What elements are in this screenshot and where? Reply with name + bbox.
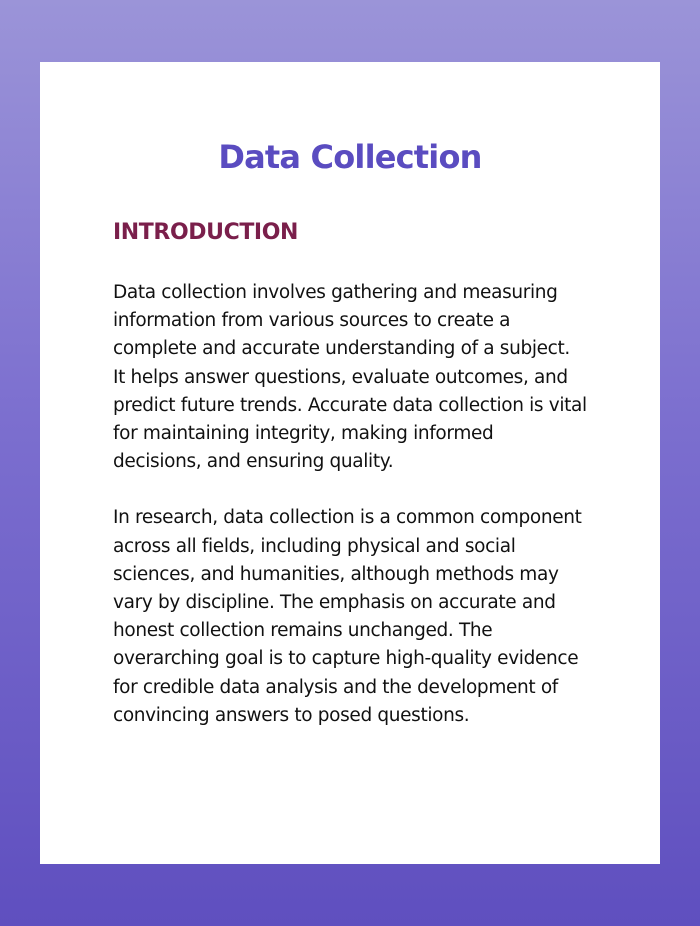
section-heading: INTRODUCTION xyxy=(113,220,299,245)
paragraph-intro: Data collection involves gathering and measuring information from various sources to create a complete and accurate understanding of a subject. It helps answer questions, evaluate outcomes, and predict future trends. Accurate data collection is vital for maintaining integrity, making informed decisions, and ensuring quality. xyxy=(113,282,587,473)
content-card xyxy=(40,62,660,864)
paragraph-research: In research, data collection is a common component across all fields, including physical and social sciences, and humanities, although methods may vary by discipline. The emphasis on accurate and honest collection remains unchanged. The overarching goal is to capture high-quality evidence for credible data analysis and the development of convincing answers to posed questions. xyxy=(113,507,582,726)
page-title: Data Collection xyxy=(218,138,482,176)
